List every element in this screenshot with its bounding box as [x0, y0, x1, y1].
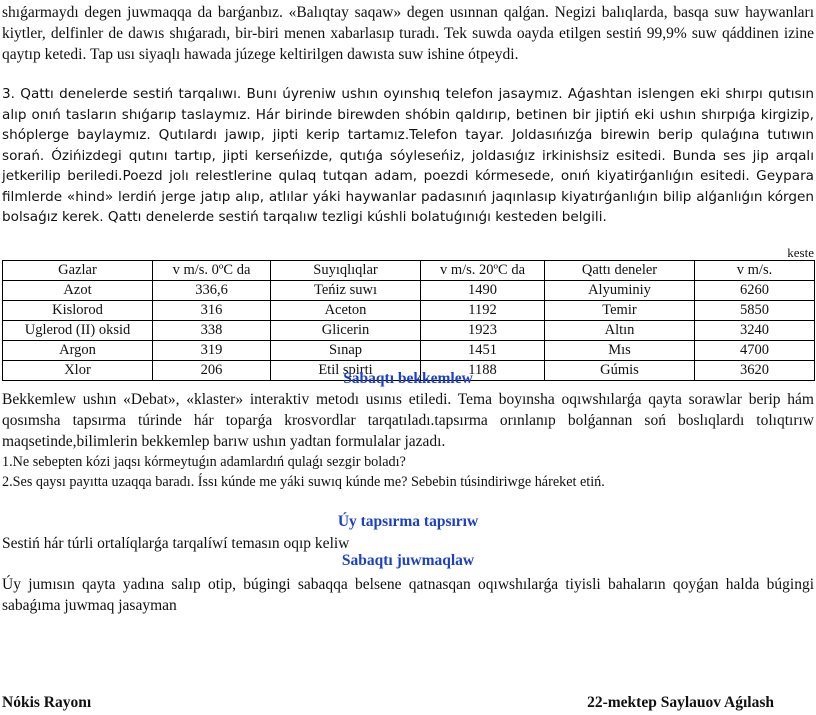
paragraph-homework: Sestiń hár túrli ortalíqlarǵa tarqalíwí temasın oqıp keliw	[2, 535, 350, 552]
table-cell: Azot	[3, 281, 153, 301]
sound-speed-table	[2, 260, 815, 381]
table-cell: Gúmis	[545, 361, 695, 381]
table-cell: Glicerin	[271, 321, 421, 341]
paragraph-fish-sound: shıǵarmaydı degen juwmaqqa da barǵanbız. «Balıqtay saqaw» degen usınnan qalǵan. Negizi balıqlarda, basqa suw haywanları kiytler, delfinler de dawıs shıǵaradı, bir-biri menen xabarlasıp turadı. Tek suwda oayda etilgen sestiń 99,9% suw qáddinen izine qaytıp ketedi. Tap usı siyaqlı hawada júzege keltirilgen dawısta suw ishine ótpeydi.	[2, 4, 814, 63]
table-cell: 338	[153, 321, 271, 341]
paragraph-conclusion: Úy jumısın qayta yadına salıp otip, búgingi sabaqqa belsene qatnasqan oqıwshılarǵa tiyisli bahaların qoyǵan halda búgingi sabaǵıma juwmaq jasayman	[2, 576, 814, 614]
table-cell: 1188	[421, 361, 545, 381]
footer-school-author: 22-mektep Saylauov Aǵılash	[587, 694, 774, 711]
table-header-row	[3, 261, 815, 281]
table-cell: 6260	[695, 281, 815, 301]
header-solid-speed: v m/s.	[695, 261, 815, 281]
header-liquids: Suyıqlıqlar	[271, 261, 421, 281]
table-row	[3, 301, 815, 321]
table-caption: keste	[787, 245, 814, 260]
header-solids: Qattı deneler	[545, 261, 695, 281]
table-cell: Temir	[545, 301, 695, 321]
table-cell: Altın	[545, 321, 695, 341]
header-gases: Gazlar	[3, 261, 153, 281]
table-cell: 4700	[695, 341, 815, 361]
table-row	[3, 281, 815, 301]
table-cell: Teńiz suwı	[271, 281, 421, 301]
table-cell: 1490	[421, 281, 545, 301]
table-cell: Uglerod (II) oksid	[3, 321, 153, 341]
table-cell: 5850	[695, 301, 815, 321]
table-cell: 336,6	[153, 281, 271, 301]
table-cell: 3240	[695, 321, 815, 341]
table-cell: Etil spirti	[271, 361, 421, 381]
heading-conclusion: Sabaqtı juwmaqlaw	[341, 552, 475, 569]
heading-reinforcement: Sabaqtı bekkemlew	[343, 370, 473, 387]
table-cell: 1923	[421, 321, 545, 341]
heading-homework: Úy tapsırma tapsırıw	[337, 513, 479, 530]
table-cell: Mıs	[545, 341, 695, 361]
header-gas-speed: v m/s. 0ºC da	[153, 261, 271, 281]
paragraph-solid-sound: 3. Qattı denelerde sestiń tarqalıwı. Bunı úyreniw ushın oyınshıq telefon jasaymız. Aǵashtan islengen eki shırpı qutısın alıp onıń tasların shıǵarıp taslaymız. Hár birinde birewden shóbin qaldırıp, betinen bir jiptiń eki ushın shırpıǵa kirgizip, shóplerge baylaymız. Qutılardı jawıp, jipti kerip tartamız.Telefon tayar. Joldasıńızǵa birewin berip qulaǵına tutıwın sorań. Ózińizdegi qutını tartıp, jipti kerseńizde, qutıǵa sóyleseńiz, joldasıǵız irkinishsiz esitedi. Bunda ses jip arqalı jetkerilip beriledi.Poezd jolı relestlerine qulaq tutqan adam, poezdi kórmesede, onıń kiyatirǵanlıǵın esitedi. Geypara filmlerde «hind» lerdiń jerge jatıp alıp, atlılar yáki haywanlar padasınıń jaqınlasıp kiyatırǵanlıǵın bilip alǵanlıǵın kórgen bolsaǵız kerek. Qattı denelerde sestiń tarqalıw tezligi kúshli bolatuǵınıǵı kesteden belgili.	[2, 86, 814, 225]
table-cell: Kislorod	[3, 301, 153, 321]
table-cell: 3620	[695, 361, 815, 381]
table-cell: 316	[153, 301, 271, 321]
question-1: 1.Ne sebepten kózi jaqsı kórmeytuǵın adamlardıń qulaǵı sezgir boladı?	[2, 454, 406, 470]
header-liquid-speed: v m/s. 20ºC da	[421, 261, 545, 281]
table-cell: Argon	[3, 341, 153, 361]
table-cell: 1451	[421, 341, 545, 361]
table-cell: 1192	[421, 301, 545, 321]
question-2: 2.Ses qaysı payıtta uzaqqa baradı. Íssı kúnde me yáki suwıq kúnde me? Sebebin túsindiriwge háreket etiń.	[2, 474, 605, 490]
table-row	[3, 341, 815, 361]
footer-district: Nókis Rayonı	[2, 694, 92, 711]
table-row	[3, 321, 815, 341]
table-cell: 319	[153, 341, 271, 361]
table-cell: Sınap	[271, 341, 421, 361]
paragraph-reinforcement: Bekkemlew ushın «Debat», «klaster» interaktiv metodı usınıs etiledi. Tema boyınsha oqıwshılarǵa qayta sorawlar berip hám qosımsha tapsırma túrinde hár toparǵa krosvordlar tarqatıladı.tapsırma orınlanıp bolǵannan soń boslıqlardı tolıqtırıw maqsetinde,bilimlerin bekkemlep barıw ushın yadtan formulalar jazadı.	[2, 391, 814, 450]
table-cell: 206	[153, 361, 271, 381]
table-cell: Xlor	[3, 361, 153, 381]
table-cell: Aceton	[271, 301, 421, 321]
table-cell: Alyuminiy	[545, 281, 695, 301]
